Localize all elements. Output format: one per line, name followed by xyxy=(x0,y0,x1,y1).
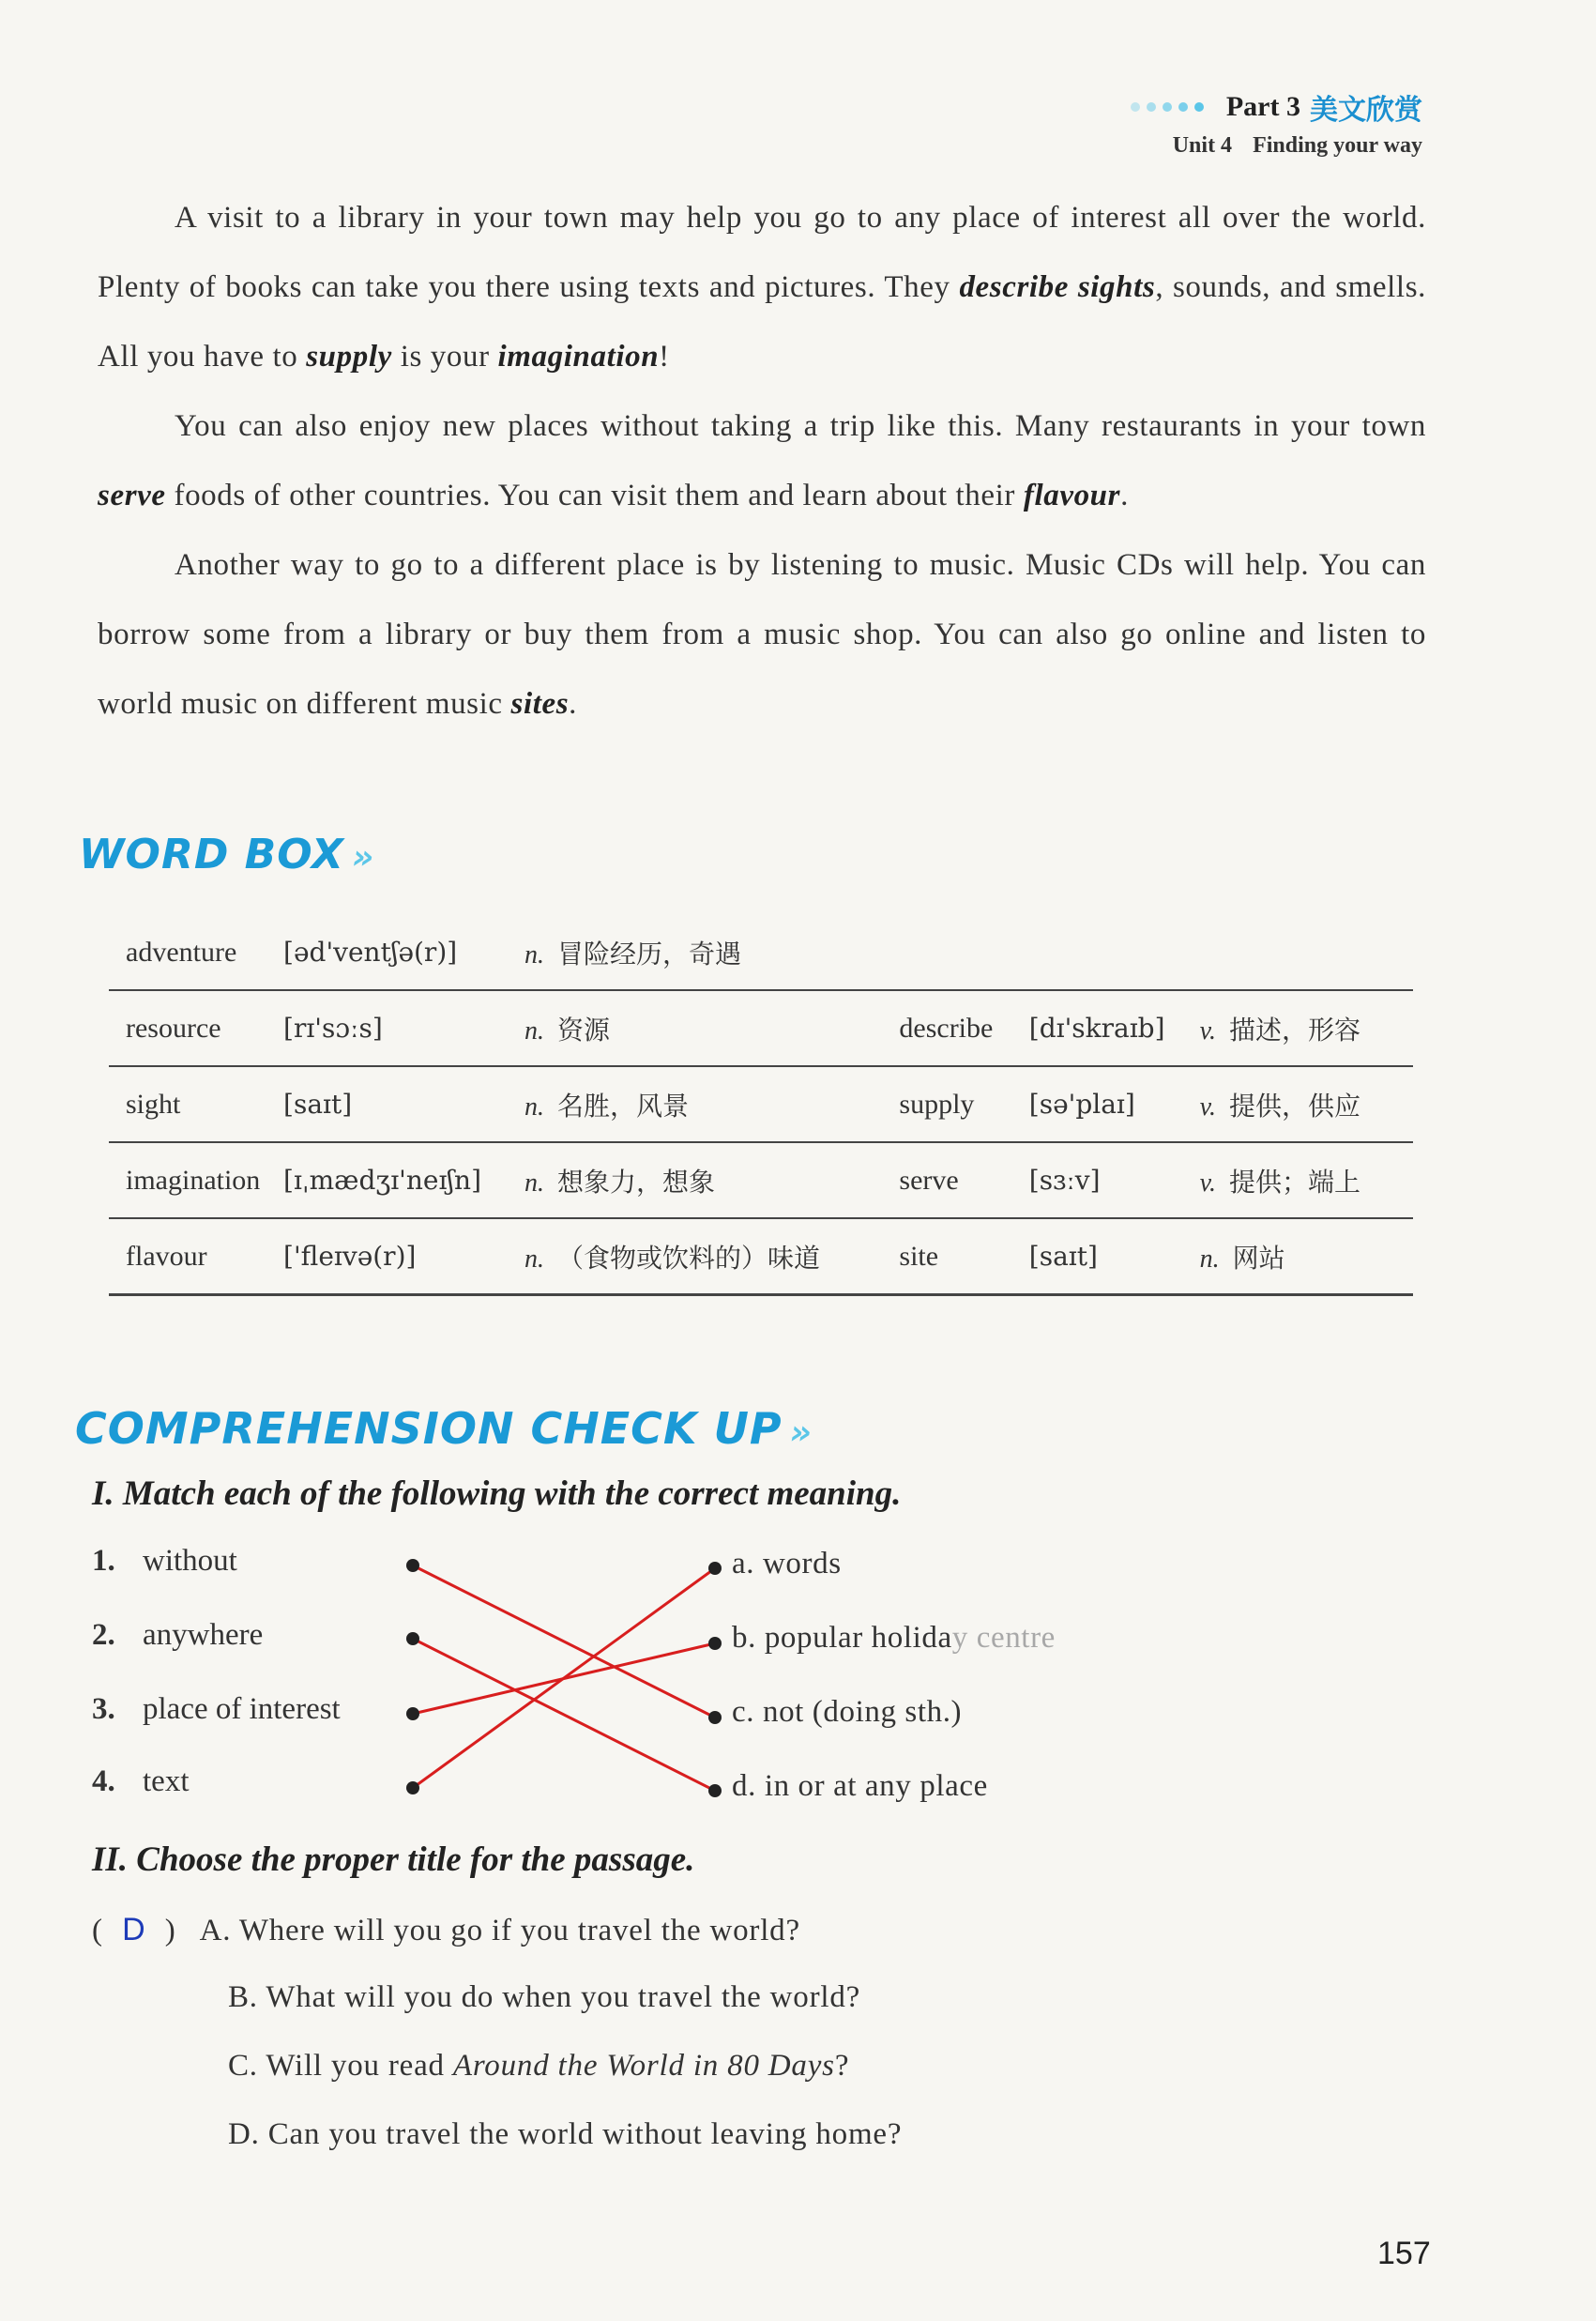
match-dot xyxy=(406,1781,419,1794)
choice-option-b: B. What will you do when you travel the world? xyxy=(228,1980,861,2014)
word-box-ph-cell: [saɪt] xyxy=(283,1089,353,1120)
match-right-item-b: b. popular holiday centre xyxy=(732,1621,1056,1655)
word-box-ph2-cell: [sə'plaɪ] xyxy=(1028,1089,1135,1120)
match-dot xyxy=(708,1562,722,1575)
passage-paragraph-3: Another way to go to a different place is by listening to music. Music CDs will help. You can borrow some from a library or buy them from a music shop. You can also go online and listen to world music on different music sites. xyxy=(98,548,1426,721)
word-box-row xyxy=(109,991,1413,1067)
word-box-word2-cell: serve xyxy=(899,1164,959,1196)
word-box-ph-cell: ['fleɪvə(r)] xyxy=(283,1241,417,1272)
keyword: describe sights xyxy=(959,270,1156,304)
match-right-item-c: c. not (doing sth.) xyxy=(732,1695,963,1729)
passage-paragraph-1: A visit to a library in your town may help you go to any place of interest all over the world. Plenty of books can take you there using texts and pictures. They describe sights, sounds, and smells. All you have to supply is your imagination! xyxy=(98,201,1426,374)
word-box-word-cell: adventure xyxy=(126,936,237,968)
match-dot xyxy=(708,1784,722,1797)
match-line xyxy=(413,1639,715,1791)
match-left-item-4: 4. text xyxy=(92,1764,190,1798)
word-box-ph-cell: [rɪ'sɔːs] xyxy=(283,1013,383,1044)
word-box-row xyxy=(109,1219,1413,1296)
word-box-ph2-cell: [sɜːv] xyxy=(1028,1165,1101,1196)
match-dot xyxy=(406,1707,419,1720)
page-header xyxy=(1131,86,1422,159)
double-chevron-icon: » xyxy=(351,838,375,877)
word-box-ph2-cell: [saɪt] xyxy=(1028,1241,1098,1272)
word-box-mean2-cell: v. 描述，形容 xyxy=(1199,1014,1361,1046)
word-box-word-cell: imagination xyxy=(126,1164,261,1196)
header-part-line xyxy=(1131,86,1422,128)
question-1-heading: I. Match each of the following with the correct meaning. xyxy=(92,1474,902,1513)
word-box-title: WORD BOX » xyxy=(79,831,375,878)
word-box-table xyxy=(109,915,1413,1296)
word-box-word2-cell: site xyxy=(899,1240,939,1272)
word-box-mean-cell: n. 想象力，想象 xyxy=(524,1166,716,1198)
word-box-mean2-cell: v. 提供，供应 xyxy=(1199,1090,1361,1122)
part-cn-label: 美文欣赏 xyxy=(1310,94,1422,127)
word-box-ph-cell: [ɪˌmædʒɪ'neɪʃn] xyxy=(283,1165,481,1196)
match-right-item-a: a. words xyxy=(732,1547,842,1580)
passage xyxy=(98,183,1426,739)
word-box-mean2-cell: v. 提供；端上 xyxy=(1199,1166,1361,1198)
answer-field[interactable]: D xyxy=(122,1912,146,1947)
word-box-row xyxy=(109,1143,1413,1219)
match-line xyxy=(413,1565,715,1718)
word-box-row xyxy=(109,915,1413,991)
match-dot xyxy=(406,1632,419,1645)
word-box-row xyxy=(109,1067,1413,1143)
match-dot xyxy=(708,1637,722,1650)
unit-label: Unit 4 xyxy=(1172,133,1233,158)
choice-option-a: ( D ) A. Where will you go if you travel the world? xyxy=(92,1912,800,1947)
choice-option-c: C. Will you read Around the World in 80 Days? xyxy=(228,2049,850,2083)
word-box-word2-cell: describe xyxy=(899,1012,994,1044)
comprehension-title: COMPREHENSION CHECK UP » xyxy=(75,1403,813,1454)
dots-decoration xyxy=(1131,102,1204,112)
word-box-mean2-cell xyxy=(1200,937,1413,969)
match-left-item-3: 3. place of interest xyxy=(92,1692,341,1726)
word-box-mean-cell: n. 冒险经历，奇遇 xyxy=(524,938,742,970)
passage-paragraph-2: You can also enjoy new places without taking a trip like this. Many restaurants in your town serve foods of other countries. You can visit them and learn about their flavour. xyxy=(98,409,1426,512)
match-line xyxy=(413,1643,715,1714)
word-box-ph-cell: [əd'ventʃə(r)] xyxy=(283,937,458,968)
word-box-word-cell: sight xyxy=(126,1088,181,1120)
match-right-item-d: d. in or at any place xyxy=(732,1769,988,1803)
match-dot xyxy=(406,1559,419,1572)
keyword: imagination xyxy=(497,340,660,374)
unit-title: Finding your way xyxy=(1253,133,1422,158)
double-chevron-icon: » xyxy=(789,1413,813,1452)
keyword: serve xyxy=(98,479,166,512)
match-dot xyxy=(708,1711,722,1724)
word-box-ph2-cell: [dɪ'skraɪb] xyxy=(1028,1013,1165,1044)
keyword: sites xyxy=(510,687,570,721)
word-box-word-cell: flavour xyxy=(126,1240,207,1272)
header-unit-line xyxy=(1131,133,1422,159)
page-number: 157 xyxy=(1377,2236,1431,2271)
match-line xyxy=(413,1568,715,1788)
match-left-item-1: 1. without xyxy=(92,1544,237,1578)
choice-option-d: D. Can you travel the world without leaving home? xyxy=(228,2117,903,2151)
part-label: Part 3 xyxy=(1225,91,1300,122)
word-box-word2-cell: supply xyxy=(899,1088,975,1120)
keyword: flavour xyxy=(1023,479,1121,512)
keyword: supply xyxy=(306,340,392,374)
word-box-mean-cell: n. （食物或饮料的）味道 xyxy=(524,1242,821,1274)
word-box-mean-cell: n. 资源 xyxy=(524,1014,611,1046)
word-box-mean2-cell: n. 网站 xyxy=(1199,1242,1285,1274)
word-box-mean-cell: n. 名胜，风景 xyxy=(524,1090,690,1122)
question-2-heading: II. Choose the proper title for the passage. xyxy=(92,1840,695,1879)
word-box-word-cell: resource xyxy=(126,1012,221,1044)
match-left-item-2: 2. anywhere xyxy=(92,1618,264,1652)
